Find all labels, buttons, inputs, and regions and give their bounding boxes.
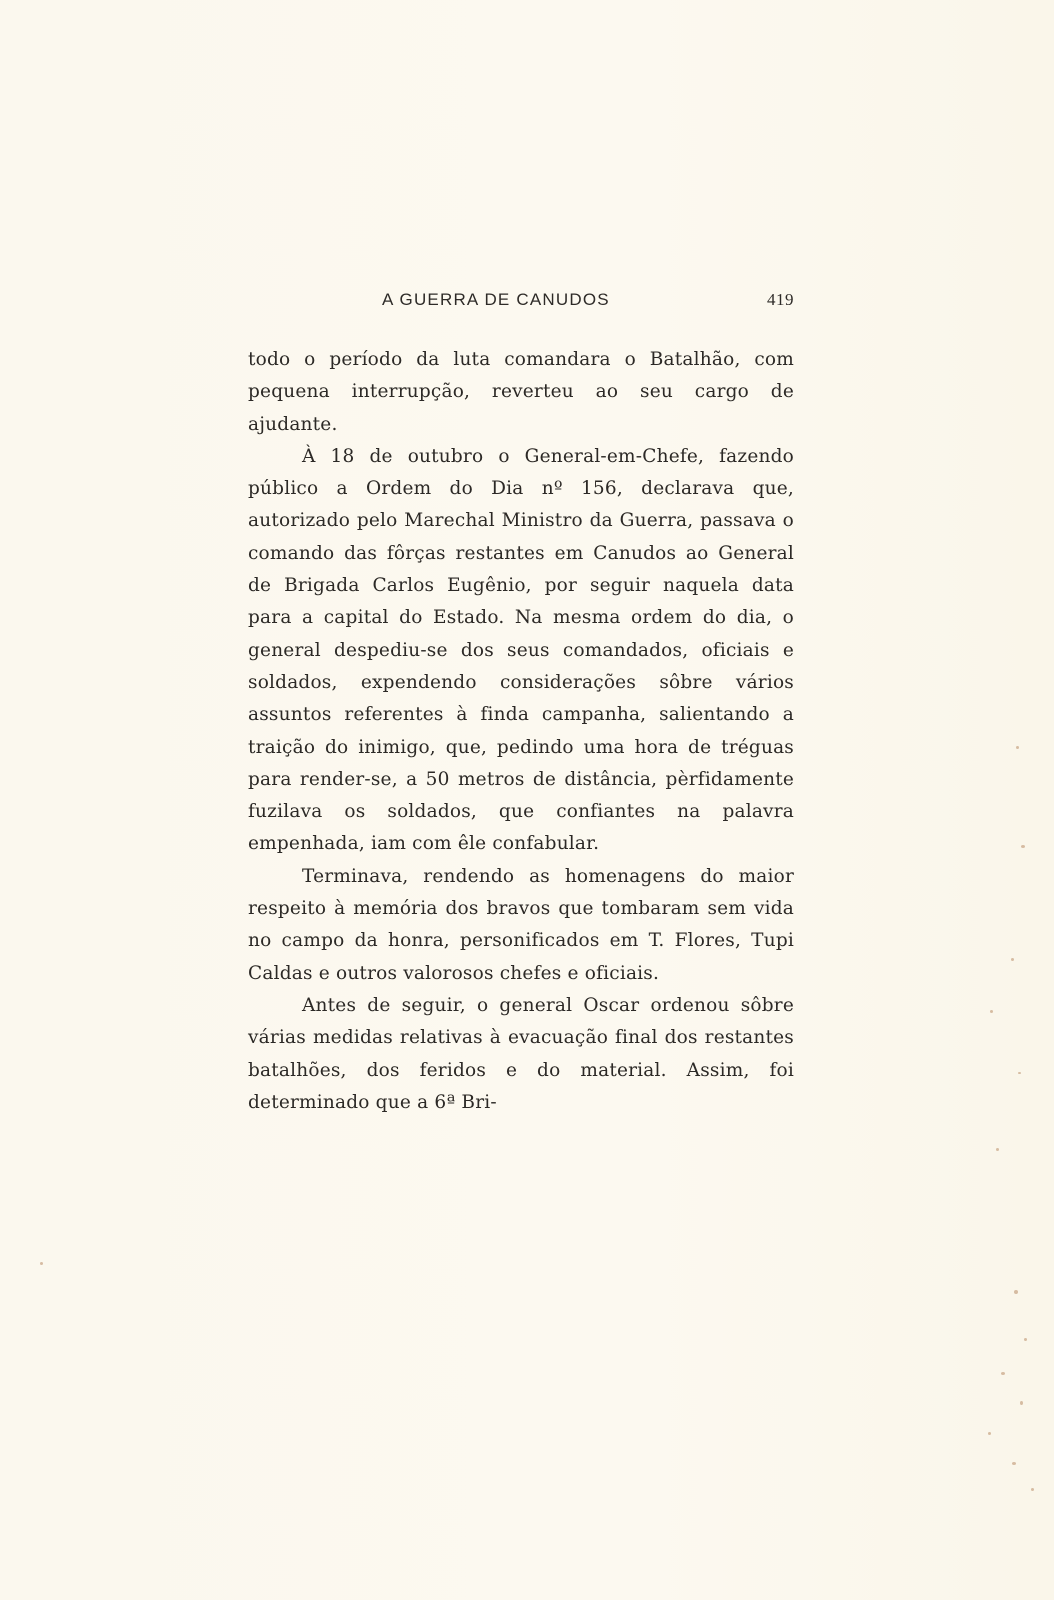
foxing-spot: [1012, 1462, 1016, 1465]
foxing-spot: [1021, 845, 1025, 848]
foxing-spot: [988, 1432, 991, 1435]
paragraph-4: Antes de seguir, o general Oscar ordenou sôbre várias medidas relativas à evacuação final dos restantes batalhões, dos feridos e do material. Assim, foi determinado que a 6ª Bri-: [248, 994, 794, 1113]
paragraph-1: todo o período da luta comandara o Batalhão, com pequena interrupção, reverteu ao seu cargo de ajudante.: [248, 349, 794, 435]
foxing-spot: [1001, 1372, 1005, 1375]
foxing-spot: [1014, 1290, 1018, 1294]
foxing-spot: [1020, 1401, 1023, 1405]
foxing-spot: [996, 1148, 999, 1151]
paragraph-2: À 18 de outubro o General-em-Chefe, fazendo público a Ordem do Dia nº 156, declarava que, autorizado pelo Marechal Ministro da Guerra, passava o comando das fôrças restantes em Canudos ao General de Brigada Carlos Eugênio, por seguir naquela data para a capital do Estado. Na mesma ordem do dia, o general despediu-se dos seus comandados, oficiais e soldados, expendendo considerações sôbre vários assuntos referentes à finda campanha, salientando a traição do inimigo, que, pedindo uma hora de tréguas para render-se, a 50 metros de distância, pèrfidamente fuzilava os soldados, que confiantes na palavra empenhada, iam com êle confabular.: [248, 445, 794, 855]
foxing-spot: [1031, 1488, 1034, 1491]
foxing-spot: [1024, 1338, 1027, 1341]
body-text: [248, 344, 794, 1119]
foxing-spot: [40, 1262, 43, 1265]
page-number: 419: [767, 290, 794, 309]
foxing-spot: [990, 1010, 993, 1013]
foxing-spot: [1016, 746, 1019, 749]
foxing-spot: [1011, 958, 1014, 961]
running-title: A GUERRA DE CANUDOS: [382, 290, 610, 309]
paragraph-3: Terminava, rendendo as homenagens do maior respeito à memória dos bravos que tombaram sem vida no campo da honra, personificados em T. Flores, Tupi Caldas e outros valorosos chefes e oficiais.: [248, 865, 794, 984]
page-header: [248, 290, 794, 312]
foxing-spot: [1018, 1072, 1021, 1074]
